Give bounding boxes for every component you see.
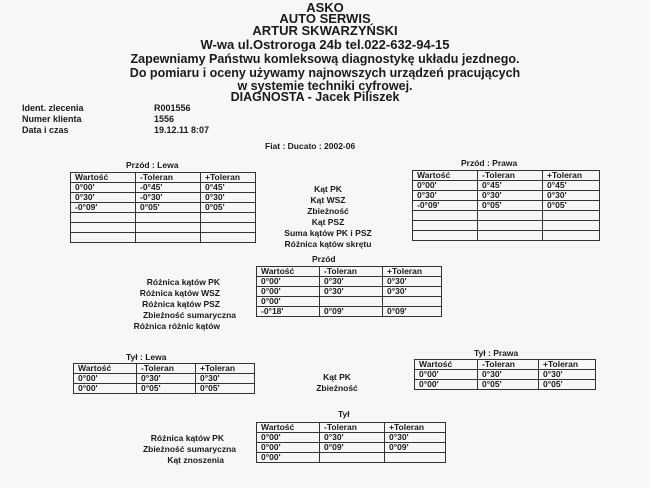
- rear-right-table: [414, 359, 596, 390]
- cell: [71, 233, 136, 243]
- cell: [201, 233, 256, 243]
- cell: 0°45': [201, 183, 256, 193]
- table-row: [257, 287, 442, 297]
- cell: [543, 231, 600, 241]
- label-kat-wsz: Kąt WSZ: [310, 195, 346, 205]
- header-plus-tol: +Toleran: [385, 423, 446, 433]
- cell: 0°00': [415, 380, 478, 390]
- cell: 0°30': [320, 287, 383, 297]
- cell: 0°30': [71, 193, 136, 203]
- header-diagnost: DIAGNOSTA - Jacek Piliszek: [230, 90, 400, 104]
- front-axle-title: Przód: [312, 254, 336, 264]
- table-header-row: [413, 171, 600, 181]
- header-value: Wartość: [71, 173, 136, 183]
- label-rear-zbieznosc-sumaryczna: Zbieżność sumaryczna: [142, 444, 236, 454]
- label-roznica-skretu: Różnica kątów skrętu: [284, 239, 372, 249]
- rear-axle-title: Tył: [338, 409, 350, 419]
- header-value: Wartość: [257, 423, 320, 433]
- header-address: W-wa ul.Ostroroga 24b tel.022-632-94-15: [200, 37, 450, 52]
- cell: 0°00': [413, 181, 478, 191]
- cell: 0°05': [478, 201, 543, 211]
- label-zbieznosc: Zbieżność: [307, 206, 349, 216]
- cell: 0°30': [478, 370, 539, 380]
- header-minus-tol: -Toleran: [478, 171, 543, 181]
- table-row: [257, 453, 446, 463]
- cell: 0°05': [478, 380, 539, 390]
- cell: 0°05': [136, 203, 201, 213]
- header-plus-tol: +Toleran: [383, 267, 442, 277]
- cell: 0°00': [257, 433, 320, 443]
- header-line-3: ARTUR SKWARZYŃSKI: [252, 23, 398, 38]
- header-minus-tol: -Toleran: [137, 364, 196, 374]
- cell: [71, 213, 136, 223]
- label-roznica-wsz: Różnica kątów WSZ: [139, 288, 220, 298]
- cell: -0°45': [136, 183, 201, 193]
- table-row: [257, 443, 446, 453]
- header-line-1: ASKO: [306, 0, 344, 15]
- cell: 0°00': [257, 443, 320, 453]
- client-number-value: 1556: [154, 114, 175, 124]
- header-minus-tol: -Toleran: [320, 267, 383, 277]
- cell: 0°09': [320, 307, 383, 317]
- cell: [385, 453, 446, 463]
- client-number-label: Numer klienta: [22, 114, 82, 124]
- table-header-row: [257, 423, 446, 433]
- cell: [201, 223, 256, 233]
- cell: [383, 297, 442, 307]
- label-rear-roznica-pk: Różnica kątów PK: [150, 433, 224, 443]
- table-row: [74, 384, 255, 394]
- order-id-value: R001556: [154, 103, 191, 113]
- cell: -0°09': [71, 203, 136, 213]
- label-kat-znoszenia: Kąt znoszenia: [167, 455, 224, 465]
- table-row: [413, 191, 600, 201]
- label-suma-katow: Suma kątów PK i PSZ: [284, 228, 372, 238]
- table-row: [71, 193, 256, 203]
- cell: 0°30': [543, 191, 600, 201]
- header-value: Wartość: [257, 267, 320, 277]
- table-row: [71, 203, 256, 213]
- rear-left-table: [73, 363, 255, 394]
- cell: [71, 223, 136, 233]
- label-roznica-pk: Różnica kątów PK: [146, 277, 220, 287]
- rear-right-title: Tył : Prawa: [474, 348, 519, 358]
- table-header-row: [71, 173, 256, 183]
- header-plus-tol: +Toleran: [543, 171, 600, 181]
- cell: 0°05': [539, 380, 596, 390]
- table-header-row: [74, 364, 255, 374]
- cell: 0°00': [71, 183, 136, 193]
- table-row: [71, 223, 256, 233]
- vehicle-info: Fiat : Ducato : 2002-06: [265, 141, 356, 151]
- cell: 0°45': [478, 181, 543, 191]
- header-minus-tol: -Toleran: [478, 360, 539, 370]
- table-row: [413, 221, 600, 231]
- label-rear-kat-pk: Kąt PK: [323, 372, 351, 382]
- table-row: [71, 183, 256, 193]
- cell: 0°30': [320, 277, 383, 287]
- cell: -0°09': [413, 201, 478, 211]
- cell: 0°05': [201, 203, 256, 213]
- cell: 0°30': [320, 433, 385, 443]
- cell: 0°09': [385, 443, 446, 453]
- table-row: [257, 277, 442, 287]
- header-line-7: w systemie techniki cyfrowej.: [237, 79, 413, 93]
- header-plus-tol: +Toleran: [196, 364, 255, 374]
- label-roznica-psz: Różnica kątów PSZ: [142, 299, 220, 309]
- cell: [413, 231, 478, 241]
- cell: [136, 223, 201, 233]
- table-row: [413, 201, 600, 211]
- cell: [136, 213, 201, 223]
- header-plus-tol: +Toleran: [201, 173, 256, 183]
- front-right-title: Przód : Prawa: [461, 158, 518, 168]
- table-row: [413, 231, 600, 241]
- header-line-2: AUTO SERWIS: [279, 11, 371, 26]
- cell: [320, 297, 383, 307]
- cell: [320, 453, 385, 463]
- label-kat-pk: Kąt PK: [314, 184, 342, 194]
- cell: 0°00': [257, 287, 320, 297]
- front-axle-table: [256, 266, 442, 317]
- cell: 0°30': [385, 433, 446, 443]
- cell: [478, 211, 543, 221]
- label-rear-zbieznosc: Zbieżność: [316, 383, 358, 393]
- table-row: [74, 374, 255, 384]
- cell: [136, 233, 201, 243]
- front-right-table: [412, 170, 600, 241]
- header-minus-tol: -Toleran: [136, 173, 201, 183]
- cell: 0°30': [137, 374, 196, 384]
- cell: -0°18': [257, 307, 320, 317]
- cell: 0°09': [383, 307, 442, 317]
- cell: 0°05': [543, 201, 600, 211]
- label-kat-psz: Kąt PSZ: [311, 217, 345, 227]
- front-left-table: [70, 172, 256, 243]
- table-row: [413, 181, 600, 191]
- table-row: [257, 433, 446, 443]
- cell: [478, 231, 543, 241]
- header-value: Wartość: [413, 171, 478, 181]
- cell: 0°00': [257, 277, 320, 287]
- cell: 0°09': [320, 443, 385, 453]
- cell: [201, 213, 256, 223]
- cell: 0°30': [196, 374, 255, 384]
- cell: 0°00': [415, 370, 478, 380]
- table-row: [71, 233, 256, 243]
- cell: 0°30': [539, 370, 596, 380]
- cell: 0°05': [137, 384, 196, 394]
- table-header-row: [257, 267, 442, 277]
- label-roznica-roznic: Różnica różnic kątów: [133, 321, 220, 331]
- table-row: [257, 297, 442, 307]
- cell: [413, 221, 478, 231]
- cell: 0°30': [201, 193, 256, 203]
- table-row: [257, 307, 442, 317]
- cell: [543, 221, 600, 231]
- header-plus-tol: +Toleran: [539, 360, 596, 370]
- cell: 0°05': [196, 384, 255, 394]
- cell: 0°30': [383, 287, 442, 297]
- header-line-5: Zapewniamy Państwu komleksową diagnostykę układu jezdnego.: [130, 52, 520, 66]
- date-value: 19.12.11 8:07: [154, 125, 210, 135]
- rear-axle-table: [256, 422, 446, 463]
- table-row: [415, 380, 596, 390]
- cell: 0°30': [413, 191, 478, 201]
- header-minus-tol: -Toleran: [320, 423, 385, 433]
- table-header-row: [415, 360, 596, 370]
- cell: 0°30': [383, 277, 442, 287]
- header-line-6: Do pomiaru i oceny używamy najnowszych urządzeń pracujących: [129, 66, 521, 80]
- cell: 0°00': [74, 374, 137, 384]
- cell: [543, 211, 600, 221]
- order-id-label: Ident. zlecenia: [22, 103, 84, 113]
- label-zbieznosc-sumaryczna: Zbieżność sumaryczna: [142, 310, 236, 320]
- cell: [478, 221, 543, 231]
- header-value: Wartość: [415, 360, 478, 370]
- table-row: [415, 370, 596, 380]
- cell: 0°00': [74, 384, 137, 394]
- cell: 0°30': [478, 191, 543, 201]
- date-label: Data i czas: [22, 125, 69, 135]
- front-left-title: Przód : Lewa: [126, 160, 179, 170]
- table-row: [413, 211, 600, 221]
- cell: [413, 211, 478, 221]
- cell: 0°00': [257, 453, 320, 463]
- cell: 0°00': [257, 297, 320, 307]
- cell: -0°30': [136, 193, 201, 203]
- rear-left-title: Tył : Lewa: [126, 352, 167, 362]
- cell: 0°45': [543, 181, 600, 191]
- table-row: [71, 213, 256, 223]
- header-value: Wartość: [74, 364, 137, 374]
